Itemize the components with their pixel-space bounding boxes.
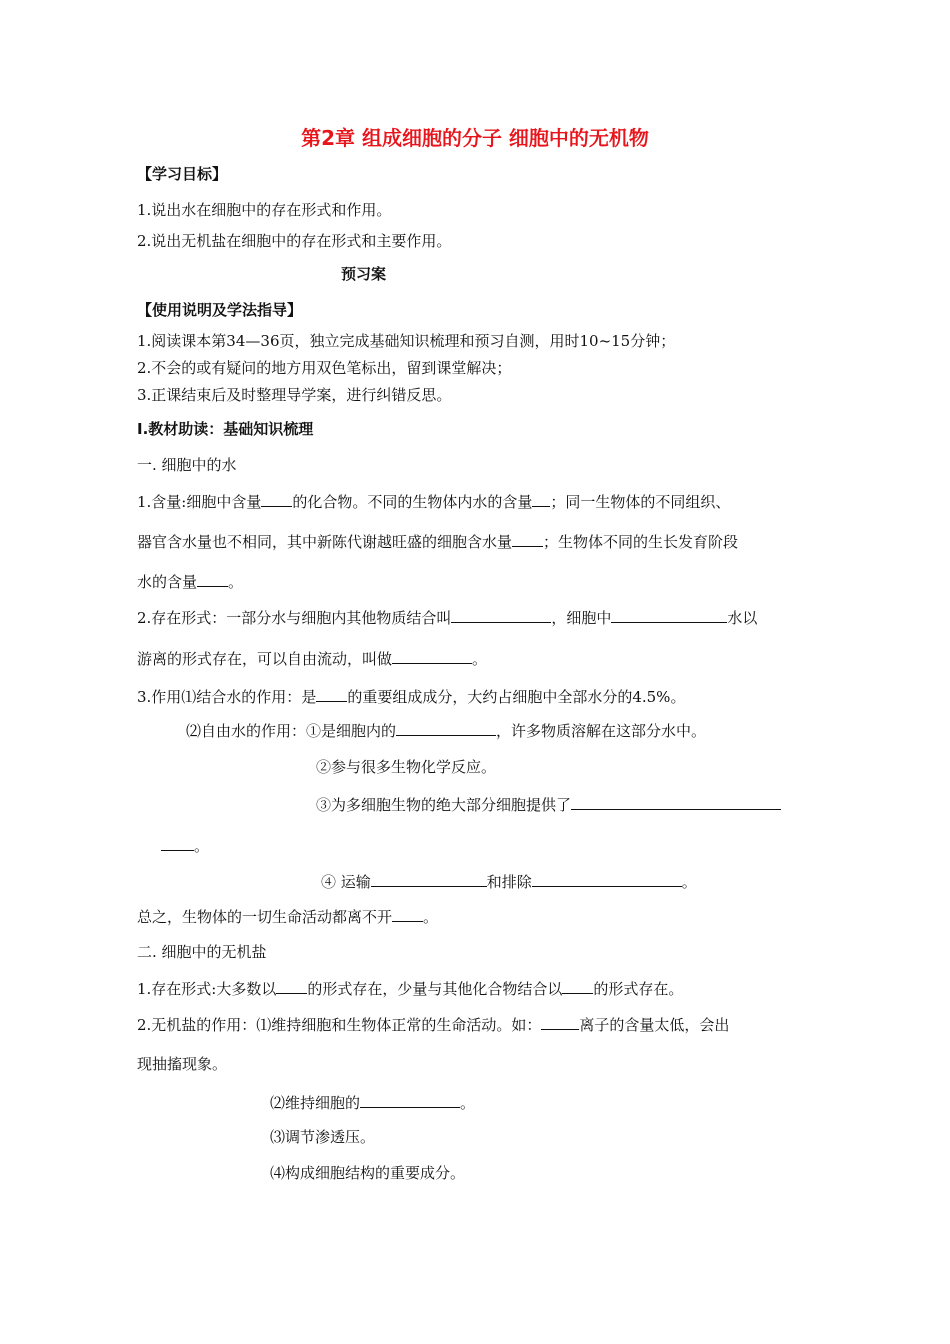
water-content-line: 1.含量:细胞中含量 的化合物。不同的生物体内水的含量 ；同一生物体的不同组织、 [137,493,731,511]
instruction-item: 2.不会的或有疑问的地方用双色笔标出，留到课堂解决； [137,359,512,377]
water-form-line: 2.存在形式：一部分水与细胞内其他物质结合叫 ，细胞中 水以 [137,609,758,627]
fill-blank[interactable] [512,531,543,547]
fill-blank[interactable] [562,978,593,994]
fill-blank[interactable] [611,607,727,623]
fill-blank[interactable] [360,1092,460,1108]
fill-blank[interactable] [396,720,496,736]
salt-content-line: ⑷构成细胞结构的重要成分。 [270,1164,466,1182]
water-function-line: ③为多细胞生物的绝大部分细胞提供了 [316,794,781,815]
fill-blank[interactable] [371,871,487,887]
section-heading: Ⅰ.教材助读：基础知识梳理 [137,420,314,438]
fill-blank[interactable] [451,607,551,623]
fill-blank[interactable] [571,794,781,810]
salt-heading: 二. 细胞中的无机盐 [137,943,267,961]
objective-item: 1.说出水在细胞中的存在形式和作用。 [137,201,392,219]
water-function-line: 3.作用⑴结合水的作用：是 的重要组成成分，大约占细胞中全部水分的4.5%。 [137,688,686,706]
salt-content-line: ⑶调节渗透压。 [270,1128,376,1146]
preview-heading: 预习案 [341,265,387,283]
water-content-line: 器官含水量也不相同，其中新陈代谢越旺盛的细胞含水量 ；生物体不同的生长发育阶段 [137,533,739,551]
salt-content-line: 2.无机盐的作用：⑴维持细胞和生物体正常的生命活动。如： 离子的含量太低，会出 [137,1016,730,1034]
water-content-line: 水的含量 。 [137,573,244,591]
fill-blank[interactable] [261,491,292,507]
water-summary: 总之，生物体的一切生命活动都离不开 。 [137,908,439,926]
water-heading: 一. 细胞中的水 [137,456,237,474]
salt-content-line: 现抽搐现象。 [137,1055,228,1073]
salt-content-line: 1.存在形式:大多数以 的形式存在，少量与其他化合物结合以 的形式存在。 [137,980,684,998]
fill-blank[interactable] [541,1014,579,1030]
fill-blank[interactable] [392,906,423,922]
salt-content-line: ⑵维持细胞的 。 [270,1094,476,1112]
fill-blank[interactable] [532,491,550,507]
fill-blank[interactable] [532,871,682,887]
instruction-item: 1.阅读课本第34—36页，独立完成基础知识梳理和预习自测，用时10~15分钟； [137,332,676,350]
water-function-line: ②参与很多生物化学反应。 [316,758,497,776]
objective-item: 2.说出无机盐在细胞中的存在形式和主要作用。 [137,232,452,250]
water-function-line: ④ 运输 和排除 。 [321,873,697,891]
instruction-item: 3.正课结束后及时整理导学案，进行纠错反思。 [137,386,452,404]
fill-blank[interactable] [316,686,347,702]
objectives-heading: 【学习目标】 [137,165,228,183]
page-title: 第2章 组成细胞的分子 细胞中的无机物 [301,126,649,150]
water-function-line: ⑵自由水的作用：①是细胞内的 ，许多物质溶解在这部分水中。 [186,722,707,740]
fill-blank[interactable] [276,978,307,994]
fill-blank[interactable] [161,835,194,851]
instructions-heading: 【使用说明及学法指导】 [137,301,303,319]
water-form-line: 游离的形式存在，可以自由流动，叫做 。 [137,650,488,668]
water-function-line: 。 [161,835,209,856]
fill-blank[interactable] [392,648,472,664]
fill-blank[interactable] [197,571,228,587]
